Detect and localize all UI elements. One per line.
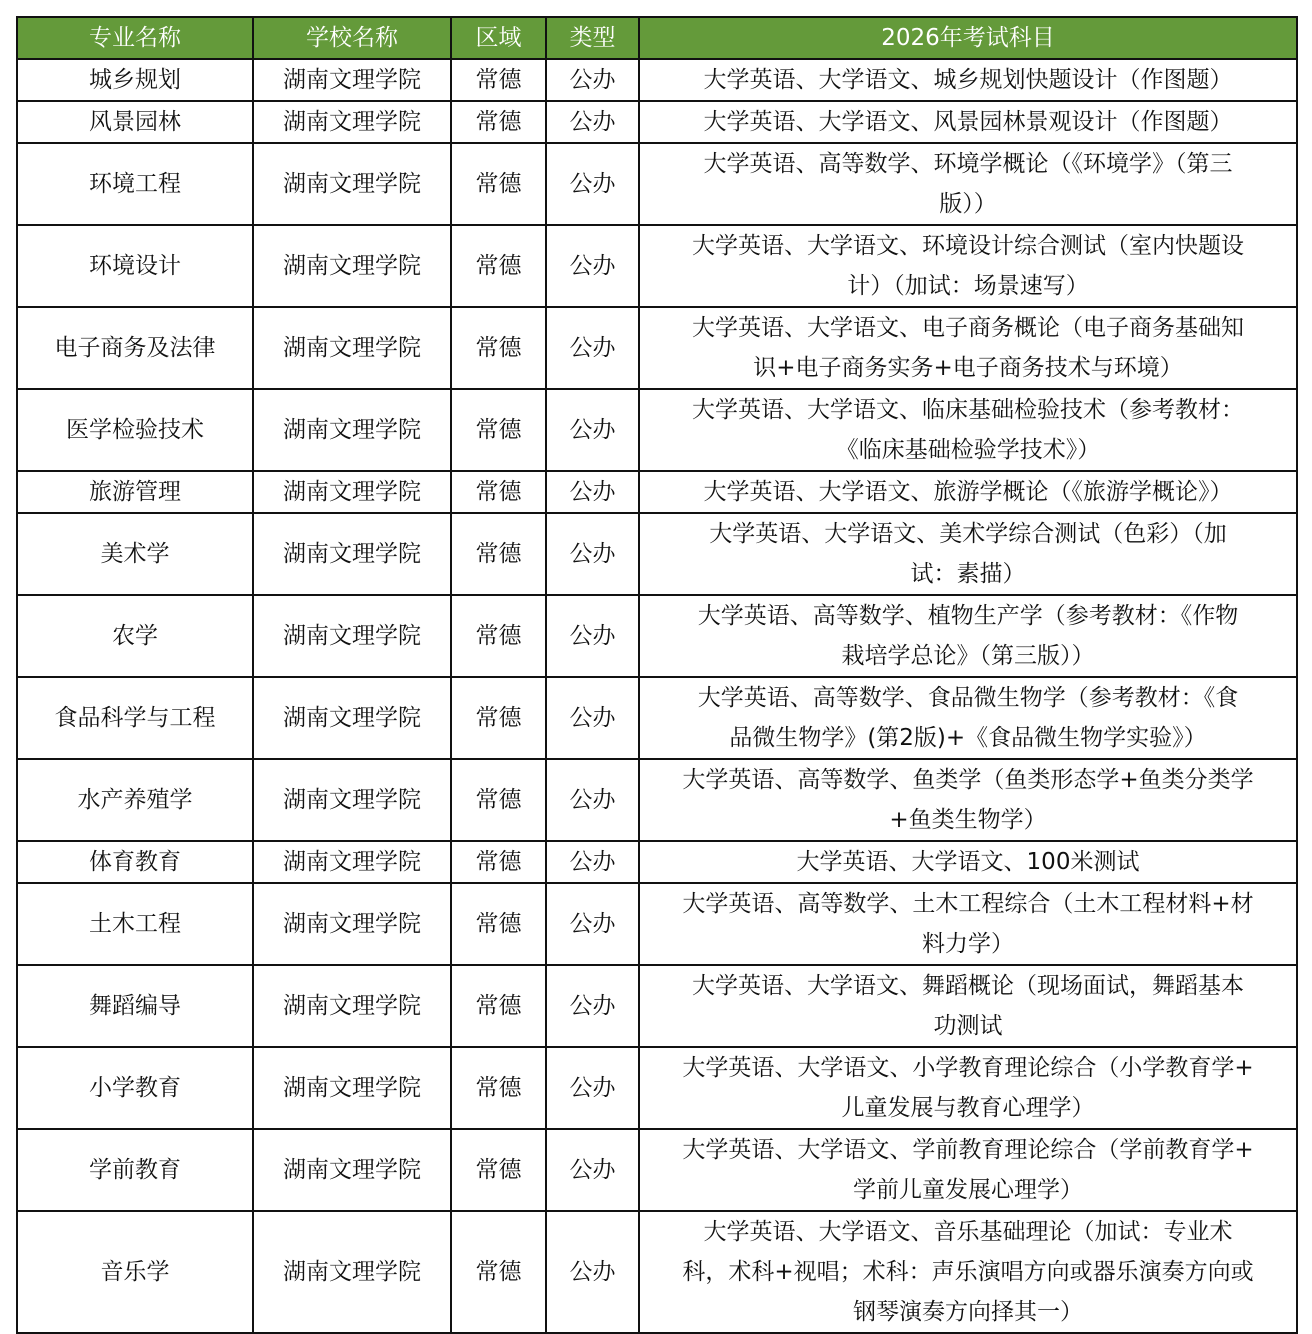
cell-subjects (639, 307, 1297, 389)
cell-major: 水产养殖学 (17, 759, 253, 841)
cell-type: 公办 (546, 595, 639, 677)
cell-subjects (639, 1047, 1297, 1129)
subjects-line: 大学英语、高等数学、食品微生物学（参考教材：《食 (697, 685, 1239, 711)
cell-type: 公办 (546, 143, 639, 225)
cell-subjects (639, 595, 1297, 677)
table-row (17, 59, 1297, 101)
cell-major: 医学检验技术 (17, 389, 253, 471)
header-subjects: 2026年考试科目 (639, 17, 1297, 59)
cell-region: 常德 (451, 1129, 546, 1211)
subjects-line: 大学英语、大学语文、学前教育理论综合（学前教育学+ (682, 1137, 1254, 1163)
cell-region: 常德 (451, 307, 546, 389)
cell-school: 湖南文理学院 (253, 883, 451, 965)
exam-subjects-table (16, 16, 1298, 1334)
subjects-line: 大学英语、高等数学、鱼类学（鱼类形态学+鱼类分类学 (682, 767, 1254, 793)
header-type: 类型 (546, 17, 639, 59)
table-row (17, 513, 1297, 595)
table-row (17, 1211, 1297, 1333)
cell-type: 公办 (546, 59, 639, 101)
subjects-line: 儿童发展与教育心理学） (841, 1095, 1095, 1121)
cell-major: 电子商务及法律 (17, 307, 253, 389)
cell-school: 湖南文理学院 (253, 1047, 451, 1129)
cell-type: 公办 (546, 389, 639, 471)
cell-type: 公办 (546, 225, 639, 307)
cell-subjects (639, 1211, 1297, 1333)
table-row (17, 1047, 1297, 1129)
subjects-line: 品微生物学》(第2版)+《食品微生物学实验》） (729, 725, 1207, 751)
cell-subjects (639, 59, 1297, 101)
cell-major: 旅游管理 (17, 471, 253, 513)
subjects-line: 大学英语、大学语文、100米测试 (796, 849, 1140, 875)
cell-region: 常德 (451, 883, 546, 965)
subjects-line: 功测试 (933, 1013, 1003, 1039)
table-row (17, 759, 1297, 841)
cell-region: 常德 (451, 759, 546, 841)
cell-school: 湖南文理学院 (253, 965, 451, 1047)
cell-school: 湖南文理学院 (253, 143, 451, 225)
cell-subjects (639, 101, 1297, 143)
cell-subjects (639, 965, 1297, 1047)
cell-type: 公办 (546, 759, 639, 841)
cell-region: 常德 (451, 471, 546, 513)
cell-region: 常德 (451, 225, 546, 307)
cell-type: 公办 (546, 307, 639, 389)
table-row (17, 225, 1297, 307)
cell-region: 常德 (451, 1047, 546, 1129)
header-region: 区域 (451, 17, 546, 59)
cell-subjects (639, 389, 1297, 471)
cell-type: 公办 (546, 883, 639, 965)
table-row (17, 1129, 1297, 1211)
cell-school: 湖南文理学院 (253, 225, 451, 307)
cell-subjects (639, 883, 1297, 965)
subjects-line: 大学英语、大学语文、旅游学概论（《旅游学概论》） (703, 479, 1233, 505)
cell-school: 湖南文理学院 (253, 759, 451, 841)
subjects-line: 试：素描） (910, 561, 1026, 587)
cell-region: 常德 (451, 677, 546, 759)
cell-major: 舞蹈编导 (17, 965, 253, 1047)
subjects-line: 大学英语、大学语文、临床基础检验技术（参考教材： (692, 397, 1244, 423)
cell-major: 体育教育 (17, 841, 253, 883)
subjects-line: 识+电子商务实务+电子商务技术与环境） (753, 355, 1183, 381)
subjects-line: 大学英语、大学语文、美术学综合测试（色彩）（加 (709, 521, 1227, 547)
cell-major: 食品科学与工程 (17, 677, 253, 759)
cell-major: 音乐学 (17, 1211, 253, 1333)
subjects-line: 大学英语、大学语文、音乐基础理论（加试：专业术 (703, 1219, 1233, 1245)
cell-major: 风景园林 (17, 101, 253, 143)
subjects-line: 计）（加试：场景速写） (847, 273, 1089, 299)
cell-school: 湖南文理学院 (253, 841, 451, 883)
header-major: 专业名称 (17, 17, 253, 59)
subjects-line: 大学英语、大学语文、小学教育理论综合（小学教育学+ (682, 1055, 1254, 1081)
cell-subjects (639, 225, 1297, 307)
cell-major: 学前教育 (17, 1129, 253, 1211)
cell-type: 公办 (546, 1129, 639, 1211)
cell-type: 公办 (546, 677, 639, 759)
subjects-line: 大学英语、大学语文、电子商务概论（电子商务基础知 (692, 315, 1244, 341)
cell-school: 湖南文理学院 (253, 307, 451, 389)
cell-school: 湖南文理学院 (253, 677, 451, 759)
cell-school: 湖南文理学院 (253, 513, 451, 595)
cell-type: 公办 (546, 1211, 639, 1333)
cell-type: 公办 (546, 101, 639, 143)
subjects-line: 《临床基础检验学技术》） (835, 437, 1101, 463)
cell-subjects (639, 677, 1297, 759)
subjects-line: 大学英语、大学语文、城乡规划快题设计（作图题） (703, 67, 1233, 93)
cell-region: 常德 (451, 59, 546, 101)
cell-major: 农学 (17, 595, 253, 677)
table-row (17, 595, 1297, 677)
subjects-line: 料力学） (922, 931, 1014, 957)
cell-type: 公办 (546, 1047, 639, 1129)
cell-major: 城乡规划 (17, 59, 253, 101)
subjects-line: 科，术科+视唱；术科：声乐演唱方向或器乐演奏方向或 (682, 1259, 1254, 1285)
table-row (17, 307, 1297, 389)
subjects-line: 大学英语、大学语文、环境设计综合测试（室内快题设 (692, 233, 1244, 259)
cell-school: 湖南文理学院 (253, 101, 451, 143)
subjects-line: 版）） (939, 191, 997, 217)
table-row (17, 965, 1297, 1047)
cell-school: 湖南文理学院 (253, 1211, 451, 1333)
cell-school: 湖南文理学院 (253, 389, 451, 471)
subjects-line: 学前儿童发展心理学） (853, 1177, 1083, 1203)
cell-region: 常德 (451, 513, 546, 595)
cell-type: 公办 (546, 513, 639, 595)
subjects-line: 钢琴演奏方向择其一） (853, 1299, 1083, 1325)
cell-region: 常德 (451, 1211, 546, 1333)
cell-subjects (639, 841, 1297, 883)
cell-region: 常德 (451, 101, 546, 143)
table-row (17, 389, 1297, 471)
table-row (17, 677, 1297, 759)
cell-region: 常德 (451, 595, 546, 677)
table-row (17, 101, 1297, 143)
cell-school: 湖南文理学院 (253, 595, 451, 677)
table-row (17, 143, 1297, 225)
cell-region: 常德 (451, 143, 546, 225)
subjects-line: 大学英语、大学语文、舞蹈概论（现场面试，舞蹈基本 (692, 973, 1244, 999)
cell-region: 常德 (451, 389, 546, 471)
subjects-line: 大学英语、高等数学、土木工程综合（土木工程材料+材 (682, 891, 1254, 917)
cell-school: 湖南文理学院 (253, 59, 451, 101)
subjects-line: 大学英语、大学语文、风景园林景观设计（作图题） (703, 109, 1233, 135)
cell-subjects (639, 1129, 1297, 1211)
cell-major: 环境工程 (17, 143, 253, 225)
cell-subjects (639, 143, 1297, 225)
header-school: 学校名称 (253, 17, 451, 59)
table-row (17, 883, 1297, 965)
cell-subjects (639, 513, 1297, 595)
cell-school: 湖南文理学院 (253, 471, 451, 513)
cell-major: 美术学 (17, 513, 253, 595)
subjects-line: +鱼类生物学） (889, 807, 1047, 833)
cell-subjects (639, 471, 1297, 513)
cell-school: 湖南文理学院 (253, 1129, 451, 1211)
cell-region: 常德 (451, 965, 546, 1047)
subjects-line: 栽培学总论》（第三版）） (841, 643, 1095, 669)
subjects-line: 大学英语、高等数学、环境学概论（《环境学》（第三 (703, 151, 1233, 177)
cell-subjects (639, 759, 1297, 841)
cell-type: 公办 (546, 841, 639, 883)
cell-type: 公办 (546, 965, 639, 1047)
cell-type: 公办 (546, 471, 639, 513)
cell-major: 小学教育 (17, 1047, 253, 1129)
table-row (17, 471, 1297, 513)
subjects-line: 大学英语、高等数学、植物生产学（参考教材：《作物 (697, 603, 1239, 629)
cell-major: 环境设计 (17, 225, 253, 307)
cell-major: 土木工程 (17, 883, 253, 965)
table-row (17, 841, 1297, 883)
table-header-row (17, 17, 1297, 59)
cell-region: 常德 (451, 841, 546, 883)
